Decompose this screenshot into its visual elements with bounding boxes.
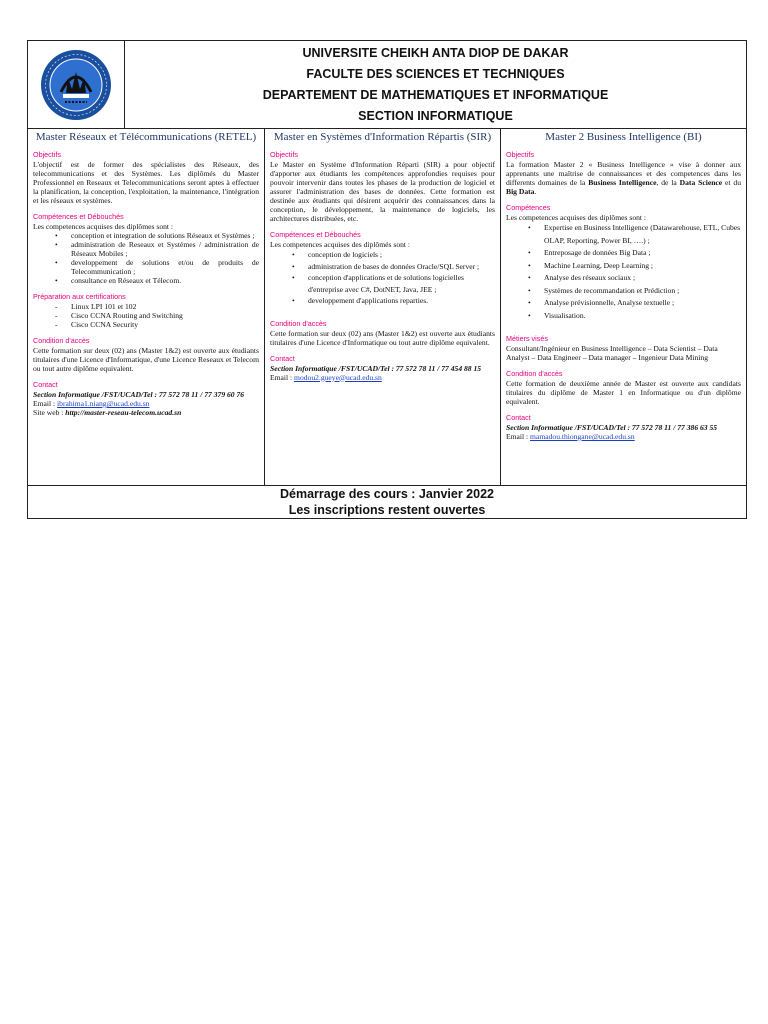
list-item: • Analyse prévisionnelle, Analyse textuelle ;	[544, 297, 741, 310]
competences-intro: Les competences acquises des diplômés sont :	[270, 240, 411, 249]
header-titles	[125, 41, 746, 128]
site-prefix: Site web :	[33, 408, 66, 417]
section-label: Métiers visés	[506, 334, 548, 343]
list-item: - Cisco CCNA Routing and Switching	[71, 311, 259, 320]
objectifs-bold: Business Intelligence	[588, 178, 657, 187]
competences-list	[506, 222, 741, 322]
list-item: • Systèmes de recommandation et Prédiction ;	[544, 285, 741, 298]
footer	[28, 486, 746, 518]
list-item: • developpement de solutions et/ou de produits de Telecommunication ;	[71, 258, 259, 276]
email-line	[33, 399, 259, 408]
list-item: • administration de bases de données Oracle/SQL Server ;	[308, 261, 495, 273]
email-link[interactable]: mamadou.thiongane@ucad.edu.sn	[530, 432, 635, 441]
list-item: • developpement d'applications reparties.	[308, 295, 495, 307]
logo-cell	[28, 41, 125, 128]
email-prefix: Email :	[506, 432, 531, 441]
certifications-list	[33, 302, 259, 329]
document-frame	[27, 40, 747, 519]
list-item: • conception de logiciels ;	[308, 249, 495, 261]
objectifs-text: Le Master en Système d'Information Réparti (SIR) a pour objectif d'apporter aux étudiants les compétences approfondies requises pour pouvoir intervenir dans toutes les phases de la production de logiciel et assurer l'administration des bases de données. Cette formation est destinée aux étudiants qui désirent acquérir des connaissances dans la conception, le développement, la maintenance de logiciels, les architectures distribuées, etc.	[270, 160, 495, 223]
competences-list	[270, 249, 495, 307]
objectifs-part: , de la	[656, 178, 680, 187]
objectifs-bold: Data Science	[679, 178, 723, 187]
competences-intro: Les competences acquises des diplômes sont :	[33, 222, 174, 231]
column-title: Master 2 Business Intelligence (BI)	[545, 131, 702, 143]
list-item: • consultance en Réseaux et Télecom.	[71, 276, 259, 285]
email-line	[270, 373, 495, 382]
section-name: SECTION INFORMATIQUE	[358, 108, 513, 123]
list-item: • Visualisation.	[544, 310, 741, 323]
section-label: Compétences et Débouchés	[270, 230, 361, 239]
column-title: Master Réseaux et Télécommunications (RETEL)	[35, 131, 257, 143]
objectifs-text	[506, 160, 741, 196]
site-line	[33, 408, 259, 417]
metiers-text: Consultant/Ingénieur en Business Intelligence – Data Scientist – Data Analyst – Data Engineer – Data manager – Ingenieur Data Mining	[506, 344, 718, 362]
email-line	[506, 432, 741, 441]
list-item: • conception d'applications et de solutions logicielles d'entreprise avec C#, DotNET, Java, JEE ;	[308, 272, 495, 295]
university-seal-icon	[39, 48, 113, 122]
section-label: Condition d'accès	[33, 336, 90, 345]
column-bi	[501, 129, 746, 485]
objectifs-text: L'objectif est de former des spécialistes des Réseaux, des telecommunications et des Systèmes. Les diplômés du Master Professionnel en Reseaux et Telecommunications seront aptes à effectuer la planification, la conception, l'exploitation, la maintenance, l'intégration et les réseaux et systèmes.	[33, 160, 259, 205]
list-item: - Cisco CCNA Security	[71, 320, 259, 329]
contact-line: Section Informatique /FST/UCAD/Tel : 77 572 78 11 / 77 386 63 55	[506, 423, 718, 432]
list-item: • administration de Reseaux et Systèmes / administration de Réseaux Mobiles ;	[71, 240, 259, 258]
section-label: Contact	[506, 413, 531, 422]
programs-table	[28, 129, 746, 486]
site-link[interactable]: http://master-reseau-telecom.ucad.sn	[65, 408, 182, 417]
condition-text: Cette formation sur deux (02) ans (Master 1&2) est ouverte aux étudiants titulaires d'une Licence d'Informatique, d'une Licence Reseaux et Telecom ou tout autre diplôme equivalent.	[33, 346, 259, 373]
section-label: Objectifs	[270, 150, 298, 159]
list-item: - Linux LPI 101 et 102	[71, 302, 259, 311]
condition-text: Cette formation sur deux (02) ans (Master 1&2) est ouverte aux étudiants titulaires d'une Licence d'Informatique ou tout autre diplôme equivalent.	[270, 328, 495, 347]
condition-text: Cette formation de deuxième année de Master est ouverte aux candidats titulaires du diplôme de Master 1 en Informatique ou d'un diplôme equivalent.	[506, 379, 741, 406]
section-label: Préparation aux certifications	[33, 292, 126, 301]
section-label: Contact	[33, 380, 58, 389]
email-prefix: Email :	[270, 372, 295, 382]
section-label: Condition d'accès	[270, 318, 327, 328]
objectifs-part: .	[534, 187, 537, 196]
faculty-name: FACULTE DES SCIENCES ET TECHNIQUES	[306, 67, 565, 82]
start-date: Démarrage des cours : Janvier 2022	[279, 487, 494, 501]
competences-list	[33, 231, 259, 285]
section-label: Compétences et Débouchés	[33, 212, 124, 221]
email-link[interactable]: ibrahima1.niang@ucad.edu.sn	[57, 399, 150, 408]
department-name: DEPARTEMENT DE MATHEMATIQUES ET INFORMATIQUE	[262, 87, 609, 102]
section-label: Objectifs	[506, 150, 534, 159]
section-label: Objectifs	[33, 150, 61, 159]
column-title: Master en Systèmes d'Information Répartis (SIR)	[273, 131, 492, 143]
section-label: Contact	[270, 353, 295, 363]
objectifs-part: et du	[722, 178, 742, 187]
objectifs-part: La formation Master 2 « Business Intelligence » vise à donner aux apprenants une maîtrise de connaissances et des competences dans les differents domaines de la	[506, 160, 741, 187]
university-name: UNIVERSITE CHEIKH ANTA DIOP DE DAKAR	[302, 46, 569, 61]
column-sir	[265, 129, 501, 485]
list-item: • Machine Learning, Deep Learning ;	[544, 260, 741, 273]
header	[28, 41, 746, 129]
contact-line: Section Informatique /FST/UCAD/Tel : 77 572 78 11 / 77 379 60 76	[33, 390, 245, 399]
section-label: Condition d'accès	[506, 369, 563, 378]
list-item: • Entreposage de données Big Data ;	[544, 247, 741, 260]
contact-line: Section Informatique /FST/UCAD/Tel : 77 572 78 11 / 77 454 88 15	[270, 363, 482, 373]
list-item: • conception et integration de solutions Réseaux et Systèmes ;	[71, 231, 259, 240]
column-retel	[28, 129, 265, 485]
list-item: • Analyse des réseaux sociaux ;	[544, 272, 741, 285]
email-link[interactable]: modou2.gueye@ucad.edu.sn	[294, 372, 382, 382]
list-item: • Expertise en Business Intelligence (Datawarehouse, ETL, Cubes OLAP, Reporting, Power BI, ….) ;	[544, 222, 741, 247]
section-label: Compétences	[506, 203, 551, 212]
objectifs-bold: Big Data	[506, 187, 535, 196]
registration-status: Les inscriptions restent ouvertes	[288, 503, 486, 517]
email-prefix: Email :	[33, 399, 58, 408]
competences-intro: Les competences acquises des diplômes sont :	[506, 213, 647, 222]
